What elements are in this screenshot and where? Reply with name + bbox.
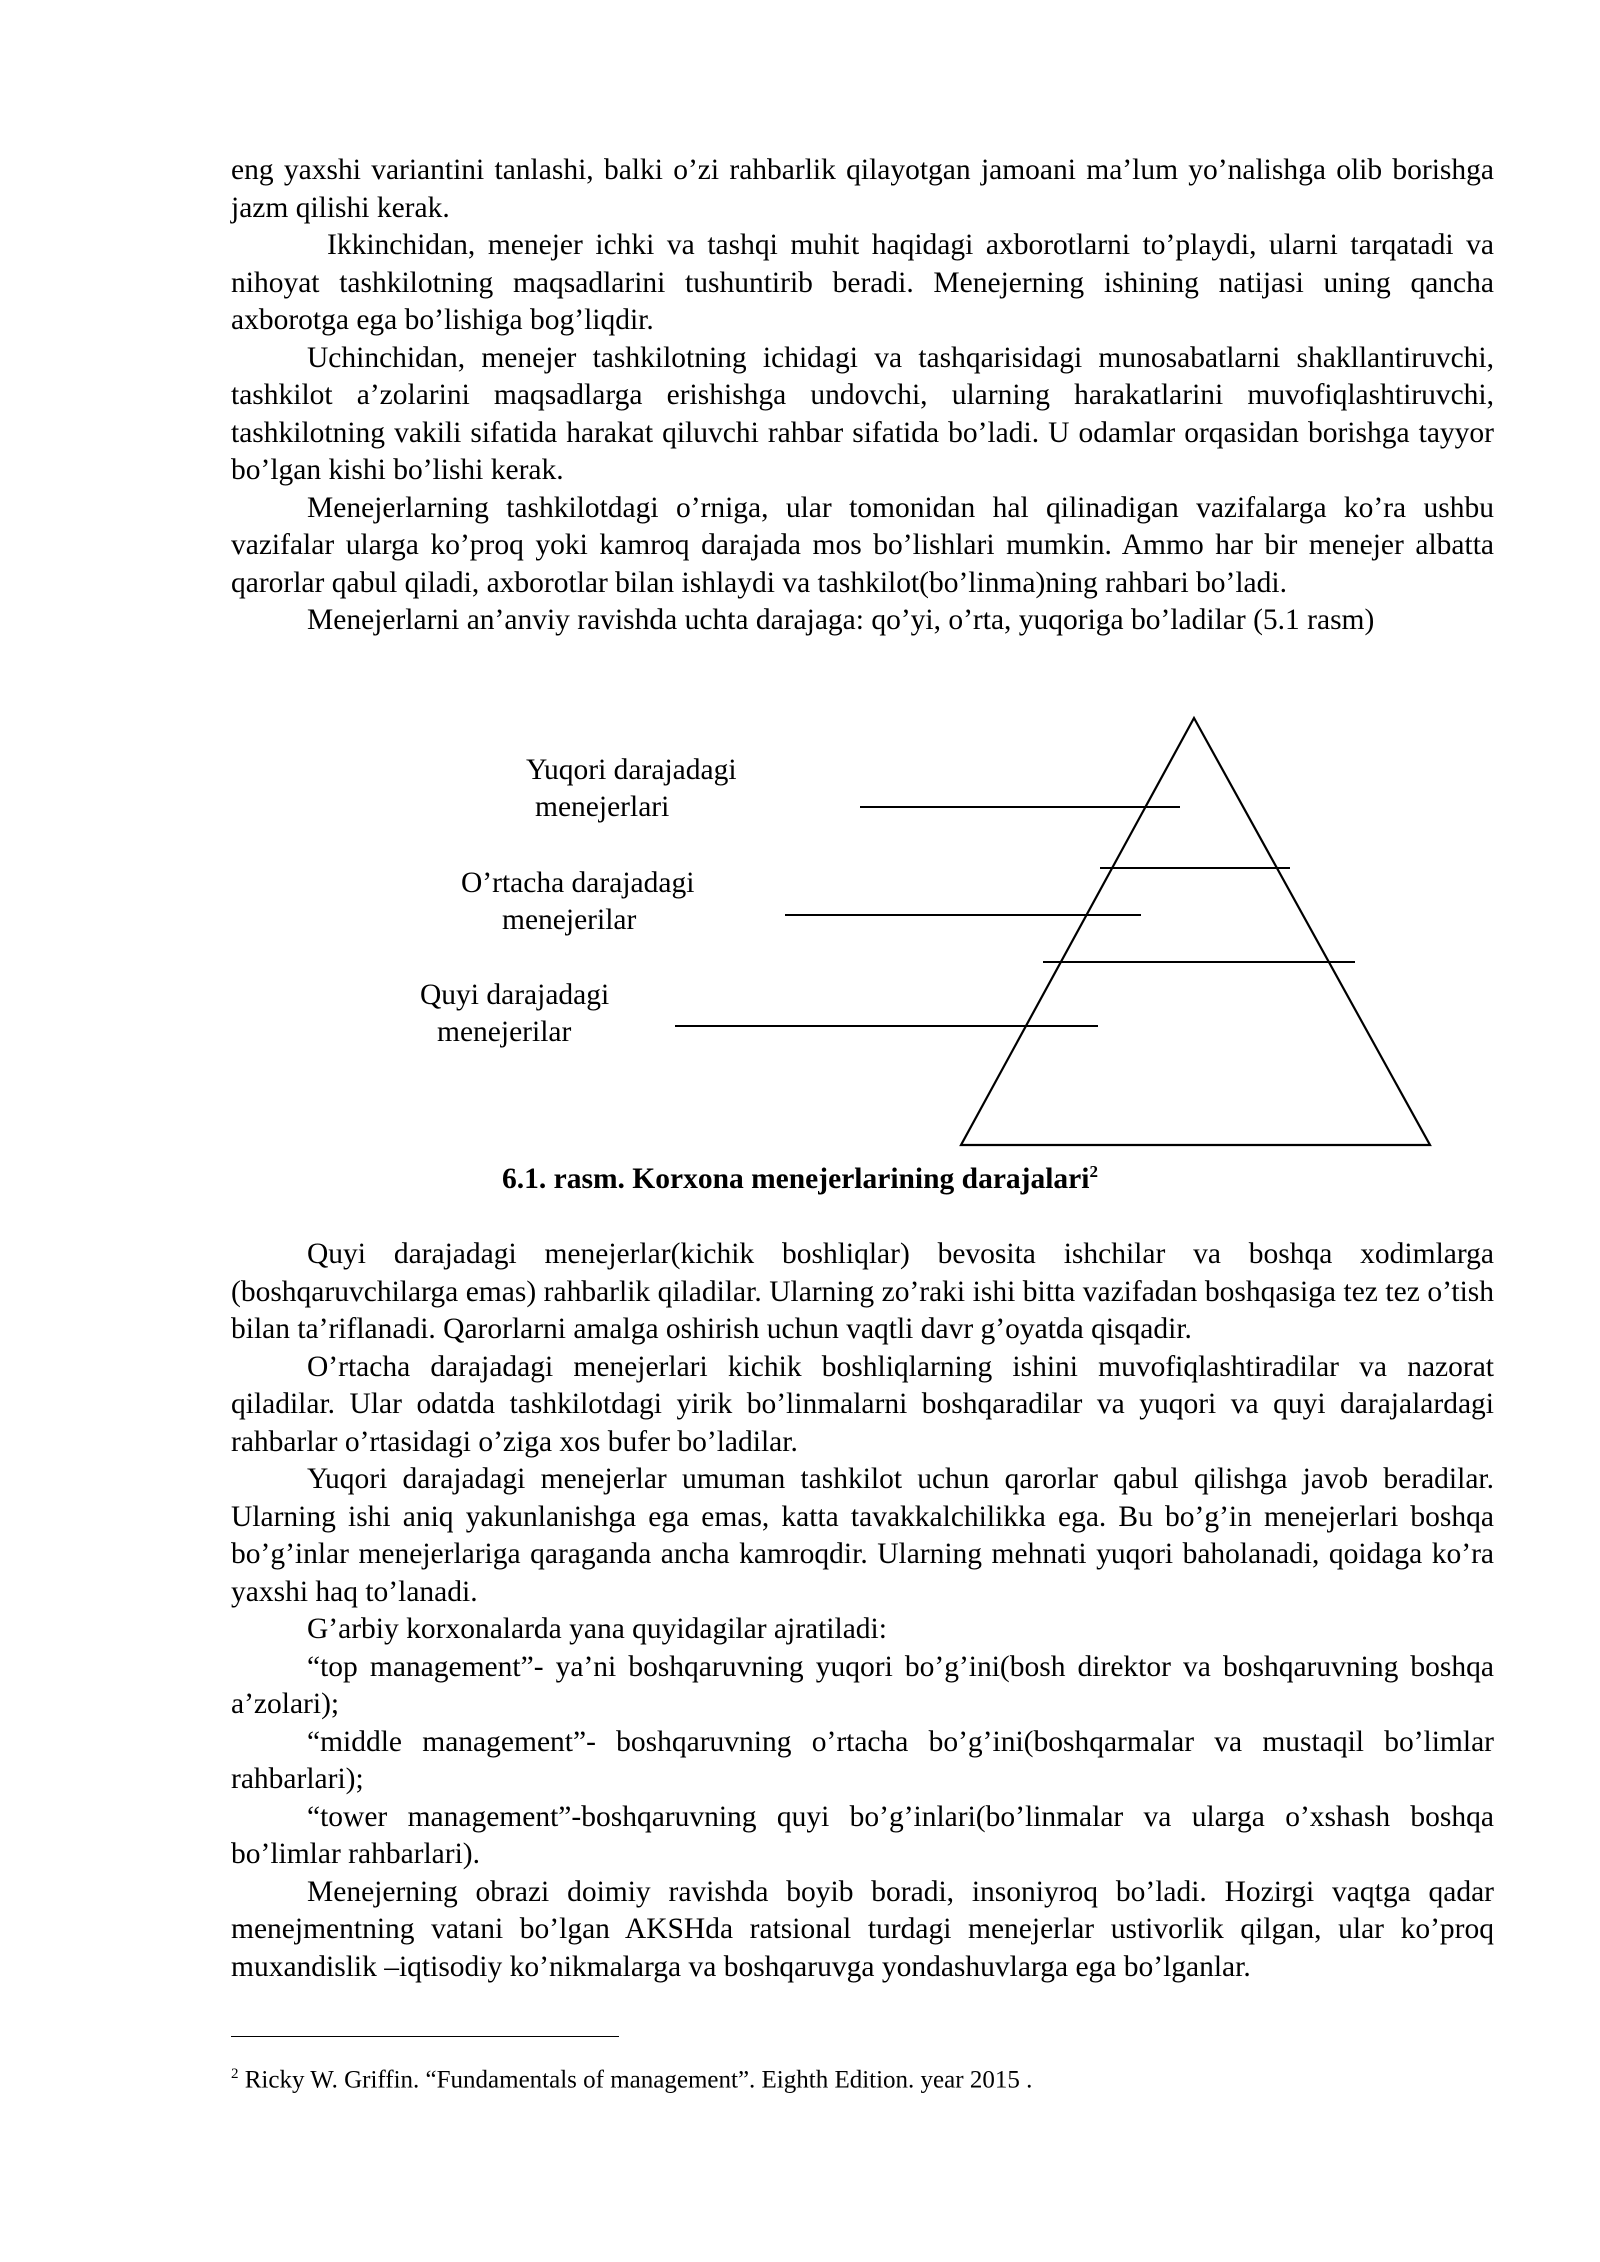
figure-caption bbox=[0, 1162, 1600, 1196]
footnote-separator bbox=[231, 2036, 619, 2037]
caption-text: 6.1. rasm. Korxona menejerlarining darajalari bbox=[502, 1162, 1090, 1195]
paragraph: “top management”- ya’ni boshqaruvning yuqori bo’g’ini(bosh direktor va boshqaruvning boshqa a’zolari); bbox=[231, 1650, 1494, 1720]
paragraph: “tower management”-boshqaruvning quyi bo’g’inlari(bo’linmalar va ularga o’xshash boshqa bo’limlar rahbarlari). bbox=[231, 1800, 1494, 1870]
paragraph: Quyi darajadagi menejerlar(kichik boshliqlar) bevosita ishchilar va boshqa xodimlarga (boshqaruvchilarga emas) rahbarlik qiladilar. Ularning zo’raki ishi bitta vazifadan boshqasiga tez tez o’tish bilan ta’riflanadi. Qarorlarni amalga oshirish uchun vaqtli davr g’oyatda qisqadir. bbox=[231, 1238, 1494, 1345]
manager-levels-pyramid-figure bbox=[0, 690, 1600, 1160]
footnote-reference: 2 bbox=[1089, 1162, 1098, 1181]
label-top-level-line1: Yuqori darajadagi bbox=[526, 754, 737, 786]
footnote-mark: 2 bbox=[231, 2066, 239, 2082]
paragraph: “middle management”- boshqaruvning o’rtacha bo’g’ini(boshqarmalar va mustaqil bo’limlar rahbarlari); bbox=[231, 1725, 1494, 1795]
paragraph: Menejerlarni an’anviy ravishda uchta darajaga: qo’yi, o’rta, yuqoriga bo’ladilar (5.1 rasm) bbox=[307, 604, 1375, 636]
paragraph: Ikkinchidan, menejer ichki va tashqi muhit haqidagi axborotlarni to’playdi, ularni tarqatadi va nihoyat tashkilotning maqsadlarini tushuntirib beradi. Menejerning ishining natijasi uning qancha axborotga ega bo’lishiga bog’liqdir. bbox=[231, 229, 1494, 336]
paragraph: O’rtacha darajadagi menejerlari kichik boshliqlarning ishini muvofiqlashtiradilar va nazorat qiladilar. Ular odatda tashkilotdagi yirik bo’linmalarni boshqaradilar va yuqori va quyi darajalardagi rahbarlar o’rtasidagi o’ziga xos bufer bo’ladilar. bbox=[231, 1350, 1494, 1458]
label-top-level-line2: menejerlari bbox=[535, 791, 670, 823]
pyramid-diagram bbox=[0, 690, 1600, 1160]
label-middle-level-line1: O’rtacha darajadagi bbox=[461, 867, 695, 899]
label-bottom-level-line2: menejerilar bbox=[437, 1016, 572, 1048]
footnote bbox=[231, 2058, 1032, 2096]
pyramid-triangle bbox=[961, 718, 1430, 1145]
paragraph: Menejerlarning tashkilotdagi o’rniga, ular tomonidan hal qilinadigan vazifalarga ko’ra ushbu vazifalar ularga ko’proq yoki kamroq darajada mos bo’lishlari mumkin. Ammo har bir menejer albatta qarorlar qabul qiladi, axborotlar bilan ishlaydi va tashkilot(bo’linma)ning rahbari bo’ladi. bbox=[231, 491, 1494, 599]
label-middle-level-line2: menejerilar bbox=[502, 904, 637, 936]
paragraph: Uchinchidan, menejer tashkilotning ichidagi va tashqarisidagi munosabatlarni shakllantiruvchi, tashkilot a’zolarini maqsadlarga erishishga undovchi, ularning harakatlarini muvofiqlashtiruvchi, tashkilotning vakili sifatida harakat qiluvchi rahbar sifatida bo’ladi. U odamlar orqasidan borishga tayyor bo’lgan kishi bo’lishi kerak. bbox=[231, 341, 1494, 486]
paragraph: eng yaxshi variantini tanlashi, balki o’zi rahbarlik qilayotgan jamoani ma’lum yo’nalishga olib borishga jazm qilishi kerak. bbox=[231, 154, 1494, 224]
paragraph: G’arbiy korxonalarda yana quyidagilar ajratiladi: bbox=[307, 1613, 887, 1645]
top-text-block bbox=[231, 152, 1494, 640]
bottom-text-block bbox=[231, 1236, 1494, 1986]
footnote-text: Ricky W. Griffin. “Fundamentals of management”. Eighth Edition. year 2015 . bbox=[238, 2066, 1033, 2094]
paragraph: Menejerning obrazi doimiy ravishda boyib boradi, insoniyroq bo’ladi. Hozirgi vaqtga qadar menejmentning vatani bo’lgan AKSHda ratsional turdagi menejerlar ustivorlik qilgan, ular ko’proq muxandislik –iqtisodiy ko’nikmalarga va boshqaruvga yondashuvlarga ega bo’lganlar. bbox=[231, 1875, 1494, 1983]
label-bottom-level-line1: Quyi darajadagi bbox=[420, 979, 610, 1011]
paragraph: Yuqori darajadagi menejerlar umuman tashkilot uchun qarorlar qabul qilishga javob beradilar. Ularning ishi aniq yakunlanishga ega emas, katta tavakkalchilikka ega. Bu bo’g’in menejerlari boshqa bo’g’inlar menejerlariga qaraganda ancha kamroqdir. Ularning mehnati yuqori baholanadi, qoidaga ko’ra yaxshi haq to’lanadi. bbox=[231, 1463, 1494, 1608]
